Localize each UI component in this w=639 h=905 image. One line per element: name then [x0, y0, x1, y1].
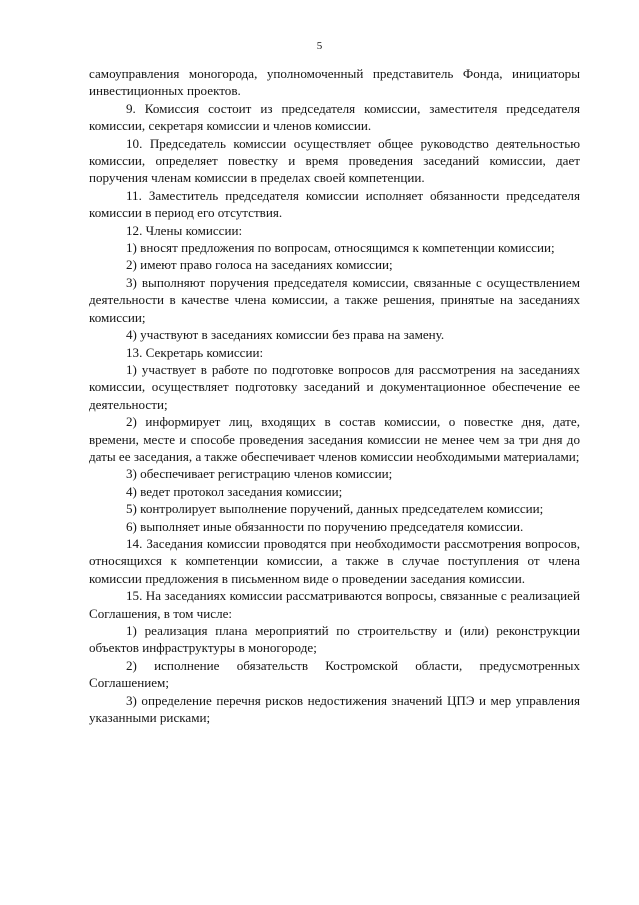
- paragraph-12-heading: 12. Члены комиссии:: [126, 222, 243, 238]
- list-item-13-5: 5) контролирует выполнение поручений, данных председателем комиссии;: [126, 501, 544, 517]
- list-item-15-2: 2) исполнение обязательств Костромской области, предусмотренных Соглашением;: [89, 657, 580, 691]
- list-item-15-3: 3) определение перечня рисков недостижения значений ЦПЭ и мер управления указанными рисками;: [89, 692, 580, 726]
- list-item-15-1: 1) реализация плана мероприятий по строительству и (или) реконструкции объектов инфраструктуры в моногороде;: [89, 623, 580, 656]
- paragraph-11: 11. Заместитель председателя комиссии исполняет обязанности председателя комиссии в период его отсутствия.: [89, 187, 580, 221]
- list-item-13-3: 3) обеспечивает регистрацию членов комиссии;: [126, 466, 393, 482]
- list-item-13-6: 6) выполняет иные обязанности по поручению председателя комиссии.: [126, 518, 524, 534]
- paragraph-continuation: самоуправления моногорода, уполномоченный представитель Фонда, инициаторы инвестиционных проектов.: [89, 66, 580, 99]
- paragraph-15-heading: 15. На заседаниях комиссии рассматриваются вопросы, связанные с реализацией Соглашения, в том числе:: [89, 588, 580, 621]
- paragraph-9: 9. Комиссия состоит из председателя комиссии, заместителя председателя комиссии, секретаря комиссии и членов комиссии.: [89, 100, 580, 134]
- list-item-12-1: 1) вносят предложения по вопросам, относящимся к компетенции комиссии;: [126, 240, 555, 256]
- page-number: 5: [316, 40, 323, 52]
- paragraph-10: 10. Председатель комиссии осуществляет общее руководство деятельностью комиссии, определяет повестку и время проведения заседаний комиссии, дает поручения членам комиссии в пределах своей компетенции.: [89, 135, 580, 186]
- document-body: [89, 65, 580, 726]
- list-item-12-2: 2) имеют право голоса на заседаниях комиссии;: [126, 257, 393, 273]
- list-item-13-1: 1) участвует в работе по подготовке вопросов для рассмотрения на заседаниях комиссии, осуществляет подготовку заседаний и документационное обеспечение ее деятельности;: [89, 361, 580, 412]
- list-item-12-4: 4) участвуют в заседаниях комиссии без права на замену.: [126, 327, 445, 343]
- list-item-13-2: 2) информирует лиц, входящих в состав комиссии, о повестке дня, дате, времени, месте и способе проведения заседания комиссии не менее чем за три дня до даты ее заседания, а также обеспечивает членов комиссии необходимыми материалами;: [89, 414, 580, 464]
- list-item-13-4: 4) ведет протокол заседания комиссии;: [126, 483, 343, 499]
- list-item-12-3: 3) выполняют поручения председателя комиссии, связанные с осуществлением деятельности в качестве члена комиссии, а также решения, принятые на заседаниях комиссии;: [89, 274, 580, 325]
- paragraph-14: 14. Заседания комиссии проводятся при необходимости рассмотрения вопросов, относящихся к компетенции комиссии, а также в случае поступления от члена комиссии предложения в письменном виде о проведении заседания комиссии.: [89, 535, 580, 586]
- paragraph-13-heading: 13. Секретарь комиссии:: [126, 344, 264, 360]
